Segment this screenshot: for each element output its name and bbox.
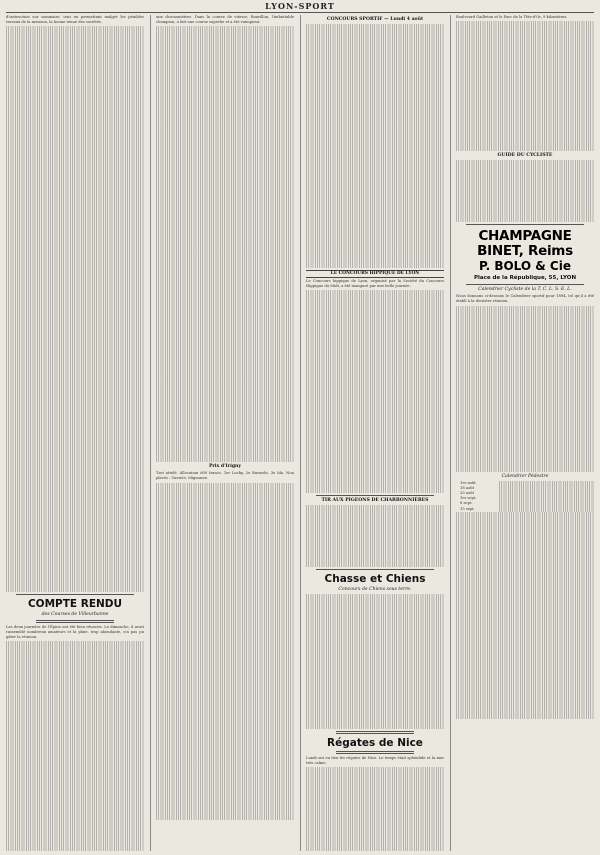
article-intro: aux chronomètres. Dans la course de vitesse, Bourillon, l'imbattable champion, a fait une course superbe et a été vainqueur. <box>156 15 294 25</box>
separator-rule <box>16 594 134 595</box>
masthead-rule <box>6 12 594 13</box>
list-item: 1er août <box>460 481 594 486</box>
article-intro: Boulevard Gailleton et le Parc de la Tête-d'Or, 9 kilomètres. <box>456 15 568 19</box>
concours-heading: LE CONCOURS HIPPIQUE DE LYON <box>306 270 444 278</box>
champagne-ad-address: Place de la République, 55, LYON <box>473 275 577 282</box>
body-text <box>306 290 444 492</box>
list-item: 1er sept. <box>460 496 594 501</box>
calendrier-heading: Calendrier Cycliste de la T. C. L. S. E. L. <box>478 287 572 293</box>
column-4 <box>456 15 594 851</box>
separator-double-rule <box>336 731 414 734</box>
column-divider <box>300 15 301 851</box>
body-text <box>156 26 294 462</box>
list-item: 25 août <box>460 491 594 496</box>
date-list <box>456 481 594 512</box>
column-3 <box>306 15 444 851</box>
body-text <box>456 21 594 151</box>
column-2 <box>156 15 294 851</box>
list-item: 8 sept. <box>460 501 594 506</box>
column-divider <box>450 15 451 851</box>
champagne-ad-title: CHAMPAGNE BINET, Reims <box>477 228 573 260</box>
column-divider <box>150 15 151 851</box>
compte-rendu-heading: COMPTE RENDU <box>27 597 123 610</box>
section-heading: CONCOURS SPORTIF — Lundi 4 août <box>326 17 424 22</box>
separator-rule <box>466 224 584 225</box>
body-text <box>156 483 294 820</box>
compte-rendu-subheading: des Courses de Villeurbanne <box>41 611 109 617</box>
guide-heading: GUIDE DU CYCLISTE <box>497 152 553 158</box>
chasse-subheading: Concours de Chiens sous terre. <box>338 586 412 592</box>
body-text <box>456 160 594 222</box>
separator-rule <box>466 284 584 285</box>
separator-rule <box>316 495 434 496</box>
body-text <box>456 512 594 720</box>
calendrier-text: Nous donnons ci-dessous le Calendrier sportif pour 1894, tel qu'il a été établi à la dernière réunion. <box>456 294 594 304</box>
article-lead: d'instruction sur sommaire, tout en permettant malgré les pénibles travaux de la moisson, la bonne tenue des sociétés. <box>6 15 144 25</box>
list-item: 15 sept. <box>460 507 594 512</box>
separator-double-rule <box>336 751 414 754</box>
separator-rule <box>316 569 434 570</box>
concours-text: Le Concours hippique de Lyon, organisé par la Société du Concours Hippique du Midi, a été inauguré par une belle journée. <box>306 278 444 289</box>
champagne-ad-agent: P. BOLO & Cie <box>479 259 571 274</box>
body-text <box>306 505 444 567</box>
body-text <box>6 641 144 851</box>
regates-heading: Régates de Nice <box>327 736 423 749</box>
body-text <box>306 767 444 851</box>
compte-rendu-text: Les deux journées de l'Épine ont été bien réussies. Le dimanche, il avait rassemblé nombreux amateurs et la pluie, trop abondante, n'a pas pu gâter la réunion. <box>6 624 144 640</box>
calendrier-pedestre-heading: Calendrier Pédestre <box>501 473 549 479</box>
chasse-heading: Chasse et Chiens <box>324 572 426 585</box>
pigeons-heading: TIR AUX PIGEONS DE CHARBONNIÈRES <box>321 497 429 503</box>
regates-text: Lundi ont eu lieu les régates de Nice. Le temps était splendide et la mer très calme. <box>306 755 444 765</box>
body-text <box>456 306 594 472</box>
body-text <box>306 24 444 268</box>
event-heading: Prix d'Irigny <box>208 464 242 470</box>
list-item: 18 août <box>460 486 594 491</box>
body-text <box>6 26 144 591</box>
separator-double-rule <box>36 620 114 623</box>
column-1 <box>6 15 144 851</box>
body-text <box>306 594 444 729</box>
event-text: Trot attelé. Allocation 600 francs. 1er Lucky, 2e Bavarde, 3e Ida. Non placés : Gaviote, Mignonne. <box>156 471 294 481</box>
masthead: LYON-SPORT <box>265 1 335 11</box>
